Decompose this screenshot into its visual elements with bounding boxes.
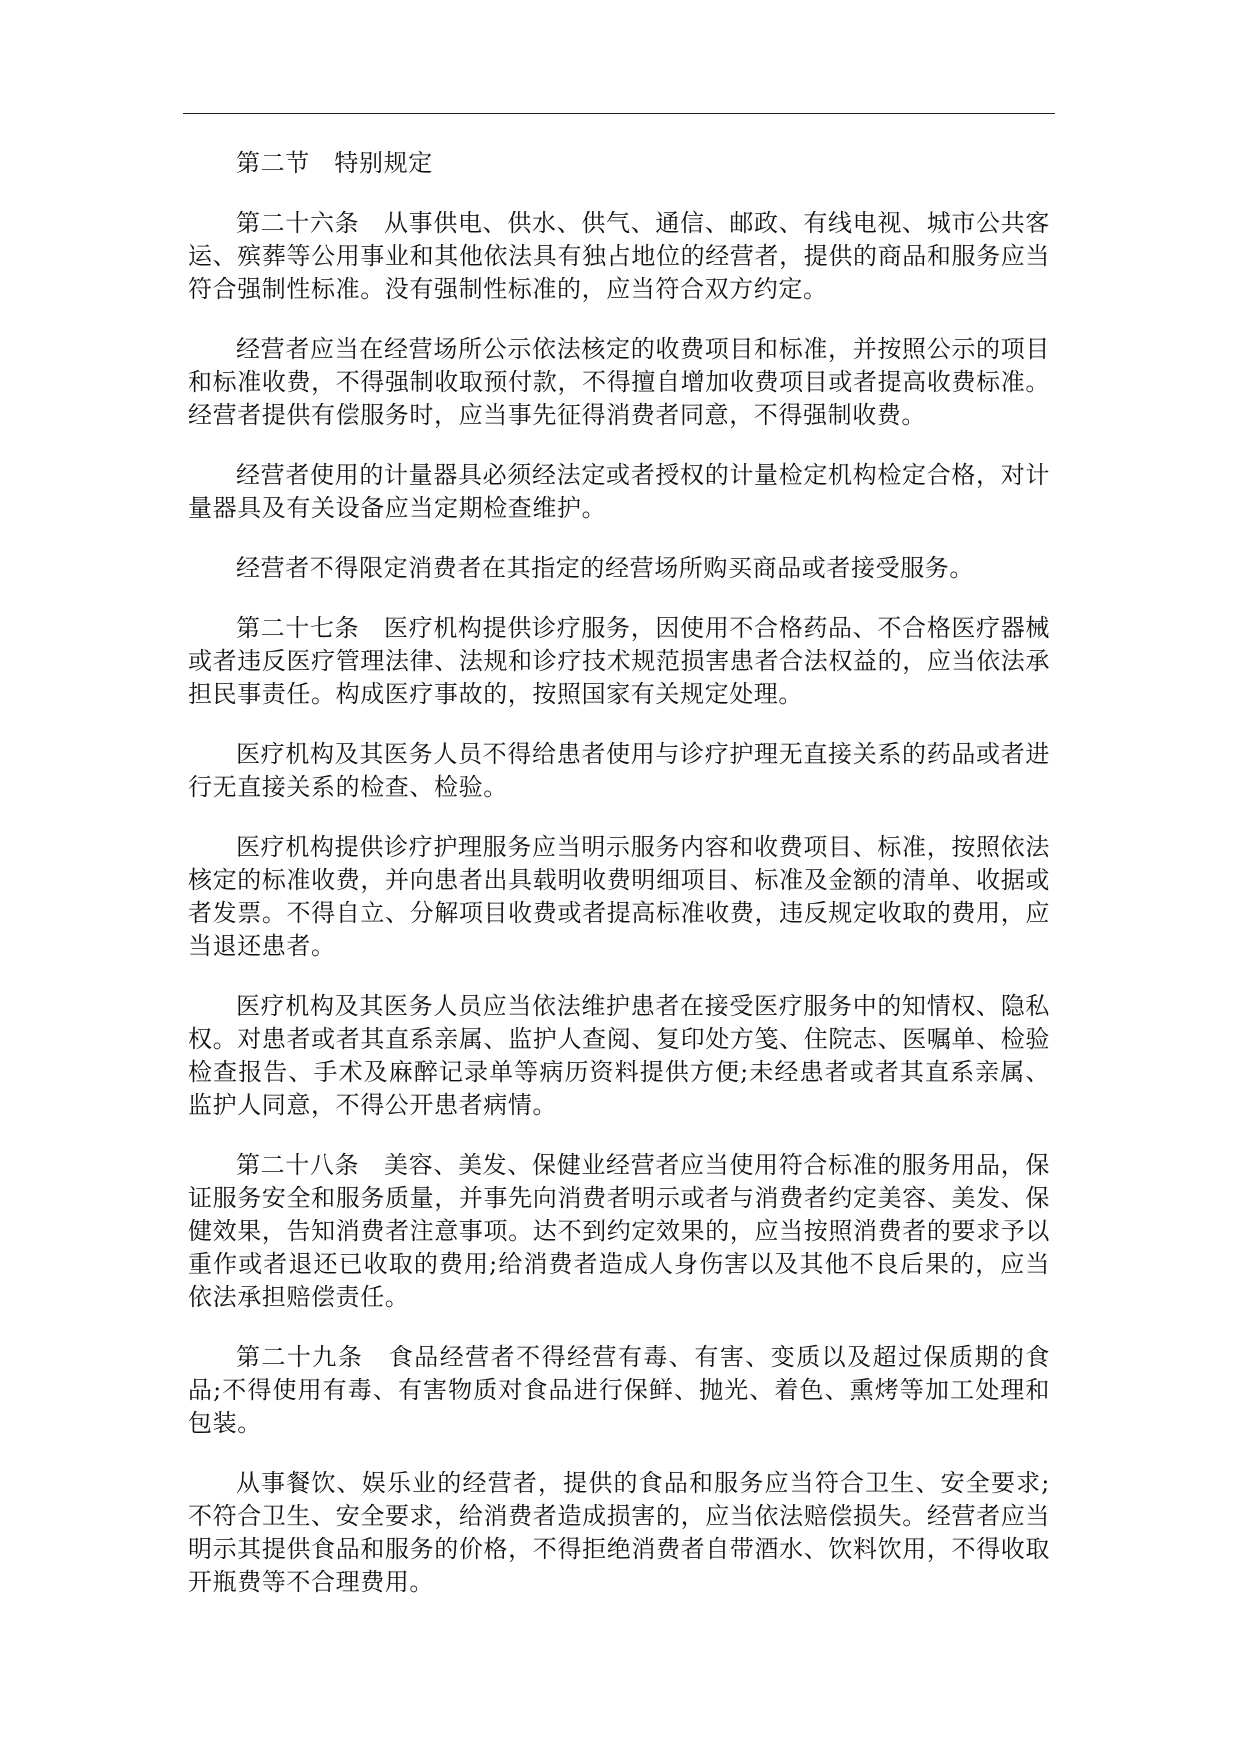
medical-fees-paragraph: 医疗机构提供诊疗护理服务应当明示服务内容和收费项目、标准，按照依法核定的标准收费，并向患者出具载明收费明细项目、标准及金额的清单、收据或者发票。不得自立、分解项目收费或者提高标准收费，违反规定收取的费用，应当退还患者。	[188, 833, 1050, 960]
article-27-paragraph: 第二十七条 医疗机构提供诊疗服务，因使用不合格药品、不合格医疗器械或者违反医疗管理法律、法规和诊疗技术规范损害患者合法权益的，应当依法承担民事责任。构成医疗事故的，按照国家有关规定处理。	[188, 614, 1050, 708]
document-body	[188, 147, 1050, 1626]
header-rule	[183, 113, 1055, 114]
measuring-instruments-paragraph: 经营者使用的计量器具必须经法定或者授权的计量检定机构检定合格，对计量器具及有关设备应当定期检查维护。	[188, 461, 1050, 522]
catering-paragraph: 从事餐饮、娱乐业的经营者，提供的食品和服务应当符合卫生、安全要求;不符合卫生、安全要求，给消费者造成损害的，应当依法赔偿损失。经营者应当明示其提供食品和服务的价格，不得拒绝消费者自带酒水、饮料饮用，不得收取开瓶费等不合理费用。	[188, 1469, 1050, 1596]
no-restriction-paragraph: 经营者不得限定消费者在其指定的经营场所购买商品或者接受服务。	[236, 554, 974, 582]
article-29-paragraph: 第二十九条 食品经营者不得经营有毒、有害、变质以及超过保质期的食品;不得使用有毒、有害物质对食品进行保鲜、抛光、着色、熏烤等加工处理和包装。	[188, 1343, 1050, 1437]
section-heading: 第二节 特别规定	[236, 149, 433, 177]
fee-disclosure-paragraph: 经营者应当在经营场所公示依法核定的收费项目和标准，并按照公示的项目和标准收费，不得强制收取预付款，不得擅自增加收费项目或者提高收费标准。经营者提供有偿服务时，应当事先征得消费者同意，不得强制收费。	[188, 335, 1050, 429]
medical-staff-paragraph: 医疗机构及其医务人员不得给患者使用与诊疗护理无直接关系的药品或者进行无直接关系的检查、检验。	[188, 740, 1050, 801]
article-26-paragraph: 第二十六条 从事供电、供水、供气、通信、邮政、有线电视、城市公共客运、殡葬等公用事业和其他依法具有独占地位的经营者，提供的商品和服务应当符合强制性标准。没有强制性标准的，应当符合双方约定。	[188, 209, 1050, 303]
patient-privacy-paragraph: 医疗机构及其医务人员应当依法维护患者在接受医疗服务中的知情权、隐私权。对患者或者其直系亲属、监护人查阅、复印处方笺、住院志、医嘱单、检验检查报告、手术及麻醉记录单等病历资料提供方便;未经患者或者其直系亲属、监护人同意，不得公开患者病情。	[188, 992, 1050, 1119]
article-28-paragraph: 第二十八条 美容、美发、保健业经营者应当使用符合标准的服务用品，保证服务安全和服务质量，并事先向消费者明示或者与消费者约定美容、美发、保健效果，告知消费者注意事项。达不到约定效果的，应当按照消费者的要求予以重作或者退还已收取的费用;给消费者造成人身伤害以及其他不良后果的，应当依法承担赔偿责任。	[188, 1151, 1050, 1311]
